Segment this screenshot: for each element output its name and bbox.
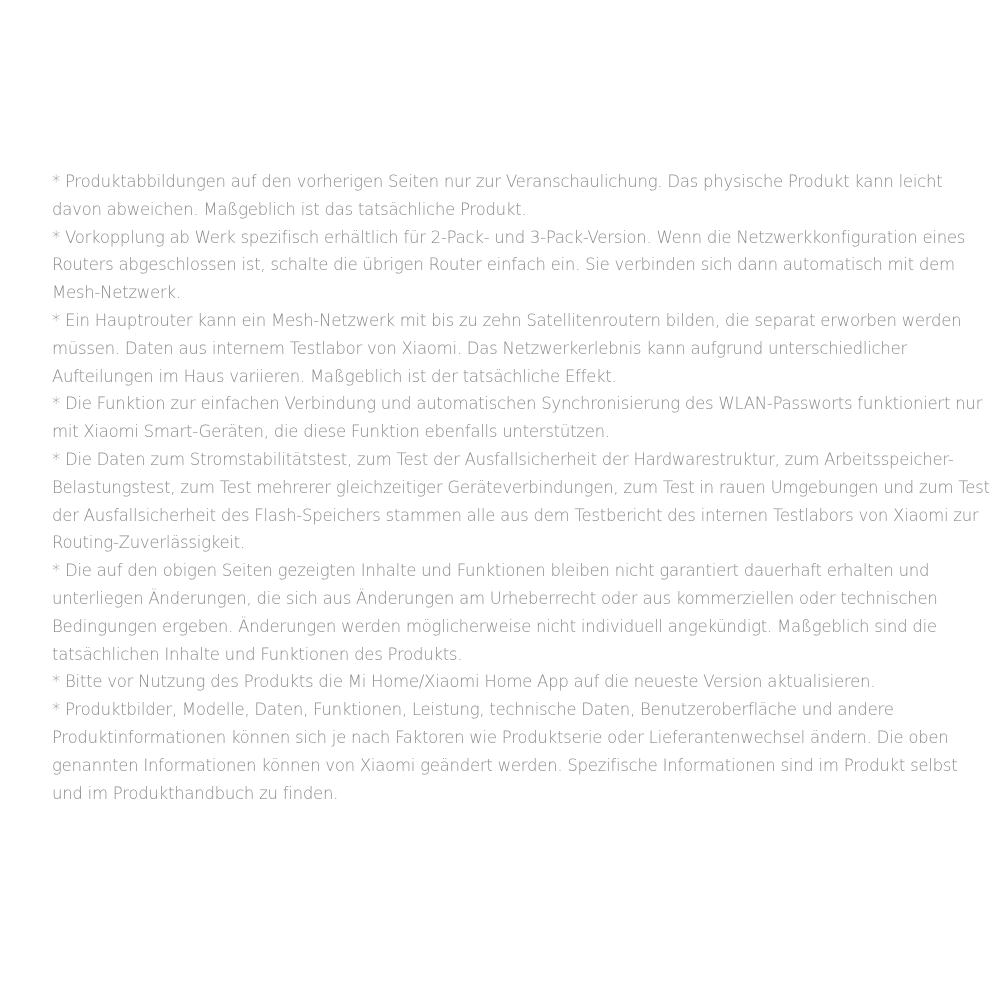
disclaimer-note-test-data: * Die Daten zum Stromstabilitätstest, zum Test der Ausfallsicherheit der Hardwarestruktur, zum Arbeitsspeicher-Belastungstest, zum Test mehrerer gleichzeitiger Geräteverbindungen, zum Test in rauen Umgebungen und zum Test der Ausfallsicherheit des Flash-Speichers stammen alle aus dem Testbericht des internen Testlabors von Xiaomi zur Routing-Zuverlässigkeit. [52,449,990,553]
disclaimer-note-mesh-network: * Ein Hauptrouter kann ein Mesh-Netzwerk mit bis zu zehn Satellitenroutern bilden, die separat erworben werden müssen. Daten aus internem Testlabor von Xiaomi. Das Netzwerkerlebnis kann aufgrund unterschiedlicher Aufteilungen im Haus variieren. Maßgeblich ist der tatsächliche Effekt. [52,310,962,386]
disclaimer-note-factory-pairing: * Vorkopplung ab Werk spezifisch erhältlich für 2-Pack- und 3-Pack-Version. Wenn die Netzwerkkonfiguration eines Routers abgeschlossen ist, schalte die übrigen Router einfach ein. Sie verbinden sich dann automatisch mit dem Mesh-Netzwerk. [52,227,966,303]
disclaimer-note-content-changes: * Die auf den obigen Seiten gezeigten Inhalte und Funktionen bleiben nicht garantiert dauerhaft erhalten und unterliegen Änderungen, die sich aus Änderungen am Urheberrecht oder aus kommerziellen oder technischen Bedingungen ergeben. Änderungen werden möglicherweise nicht individuell angekündigt. Maßgeblich sind die tatsächlichen Inhalte und Funktionen des Produkts. [52,561,938,664]
disclaimer-notes [52,168,992,807]
disclaimer-note-wlan-sync: * Die Funktion zur einfachen Verbindung und automatischen Synchronisierung des WLAN-Passworts funktioniert nur mit Xiaomi Smart-Geräten, die diese Funktion ebenfalls unterstützen. [52,394,983,442]
disclaimer-note-app-update: * Bitte vor Nutzung des Produkts die Mi Home/Xiaomi Home App auf die neueste Version aktualisieren. [52,672,876,692]
disclaimer-note-product-info: * Produktbilder, Modelle, Daten, Funktionen, Leistung, technische Daten, Benutzeroberfläche und andere Produktinformationen können sich je nach Faktoren wie Produktserie oder Lieferantenwechsel ändern. Die oben genannten Informationen können von Xiaomi geändert werden. Spezifische Informationen sind im Produkt selbst und im Produkthandbuch zu finden. [52,700,958,803]
disclaimer-note-product-images: * Produktabbildungen auf den vorherigen Seiten nur zur Veranschaulichung. Das physische Produkt kann leicht davon abweichen. Maßgeblich ist das tatsächliche Produkt. [52,172,943,219]
